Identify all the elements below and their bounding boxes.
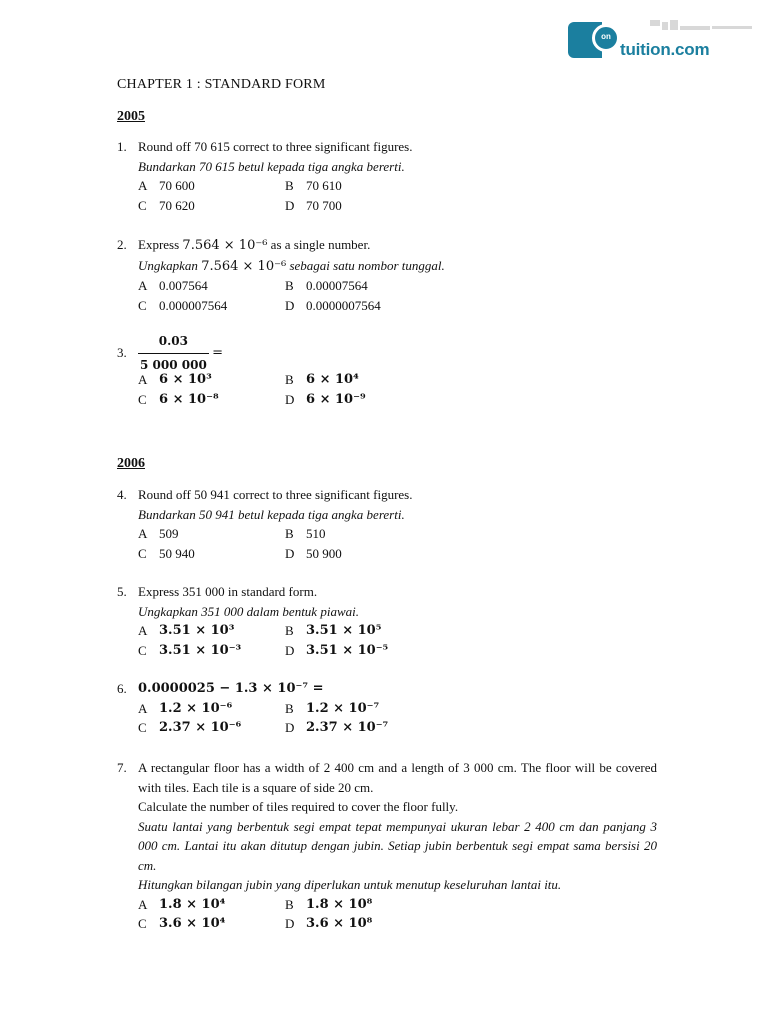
question-6 xyxy=(117,679,657,738)
option-label: C xyxy=(138,720,147,735)
question-text-en: Round off 70 615 correct to three significant figures. xyxy=(138,139,413,154)
math-expression: 0.0000025 − 1.3 × 10⁻⁷ = xyxy=(138,681,324,696)
option-b xyxy=(285,176,485,196)
option-value: 510 xyxy=(306,526,326,541)
option-value: 1.8 × 10⁴ xyxy=(159,896,226,912)
math-expression: 7.564 × 10⁻⁶ xyxy=(182,238,268,253)
option-b xyxy=(285,621,485,641)
option-value: 6 × 10⁻⁹ xyxy=(306,391,366,407)
option-value: 70 600 xyxy=(159,178,195,193)
option-label: A xyxy=(138,278,148,293)
option-a xyxy=(138,895,285,915)
option-a xyxy=(138,276,285,296)
option-d xyxy=(285,914,485,934)
options-grid xyxy=(138,621,657,660)
option-value: 1.2 × 10⁻⁷ xyxy=(306,700,380,716)
option-c xyxy=(138,390,285,410)
option-value: 509 xyxy=(159,526,179,541)
option-c xyxy=(138,914,285,934)
option-label: A xyxy=(138,896,148,912)
option-value: 50 940 xyxy=(159,545,195,561)
option-value: 0.00007564 xyxy=(306,278,368,293)
question-text-ms: Suatu lantai yang berbentuk segi empat tepat mempunyai ukuran lebar 2 400 cm dan panjang 3 000 cm. Lantai itu akan ditutup dengan jubin. Setiap jubin berbentuk segi empat sama bersisi 20 cm. xyxy=(138,818,657,873)
question-3 xyxy=(117,332,657,409)
options-grid xyxy=(138,276,657,315)
option-label: C xyxy=(138,916,147,931)
option-value: 70 610 xyxy=(306,178,342,193)
question-text-en: A rectangular floor has a width of 2 400 cm and a length of 3 000 cm. The floor will be covered with tiles. Each tile is a square of side 20 cm. xyxy=(138,760,657,795)
option-label: A xyxy=(138,526,148,541)
question-number: 6. xyxy=(117,681,127,696)
option-label: A xyxy=(138,178,148,193)
option-d xyxy=(285,544,485,564)
question-text-ms: Bundarkan 50 941 betul kepada tiga angka bererti. xyxy=(138,506,405,522)
options-grid xyxy=(138,699,657,738)
chapter-heading: CHAPTER 1 : STANDARD FORM xyxy=(117,77,326,92)
option-a xyxy=(138,699,285,719)
math-expression: 7.564 × 10⁻⁶ xyxy=(201,258,287,274)
option-b xyxy=(285,699,485,719)
year-heading-2006: 2006 xyxy=(117,456,145,471)
option-label: C xyxy=(138,545,147,561)
option-label: B xyxy=(285,278,294,293)
option-value: 0.0000007564 xyxy=(306,297,381,313)
question-number: 3. xyxy=(117,345,127,360)
option-label: D xyxy=(285,391,295,407)
option-value: 70 620 xyxy=(159,197,195,213)
option-b xyxy=(285,276,485,296)
option-label: D xyxy=(285,197,295,213)
option-label: B xyxy=(285,623,294,638)
question-text-ms: Bundarkan 70 615 betul kepada tiga angka bererti. xyxy=(138,158,405,174)
option-c xyxy=(138,296,285,316)
option-d xyxy=(285,718,485,738)
option-label: C xyxy=(138,197,147,213)
year-heading-2005: 2005 xyxy=(117,109,145,124)
option-label: D xyxy=(285,297,295,313)
options-grid xyxy=(138,370,657,409)
text-segment: sebagai satu nombor tunggal. xyxy=(286,257,445,273)
option-value: 6 × 10⁴ xyxy=(306,372,359,387)
option-c xyxy=(138,196,285,216)
option-value: 1.8 × 10⁸ xyxy=(306,896,373,912)
option-label: B xyxy=(285,896,294,912)
option-c xyxy=(138,718,285,738)
question-number: 7. xyxy=(117,760,127,775)
option-label: D xyxy=(285,916,295,931)
text-segment: Express xyxy=(138,237,183,252)
option-label: B xyxy=(285,526,294,541)
question-number: 5. xyxy=(117,584,127,599)
equals-sign: = xyxy=(212,345,223,361)
question-text-ms xyxy=(138,256,657,277)
option-value: 6 × 10⁻⁸ xyxy=(159,391,219,407)
logo-circle-icon xyxy=(592,24,620,52)
option-label: B xyxy=(285,700,294,716)
option-label: C xyxy=(138,642,147,658)
option-value: 0.000007564 xyxy=(159,297,228,313)
option-label: A xyxy=(138,372,148,387)
option-d xyxy=(285,196,485,216)
option-value: 0.007564 xyxy=(159,278,208,293)
options-grid xyxy=(138,524,657,563)
tuition-logo xyxy=(566,18,716,64)
option-label: C xyxy=(138,391,147,407)
question-5 xyxy=(117,582,657,660)
text-segment: as a single number. xyxy=(267,237,371,252)
option-value: 3.51 × 10⁵ xyxy=(306,623,382,638)
question-text-en: Round off 50 941 correct to three significant figures. xyxy=(138,487,413,502)
question-7 xyxy=(117,758,657,934)
option-c xyxy=(138,641,285,661)
option-value: 2.37 × 10⁻⁶ xyxy=(159,720,242,735)
fraction-denominator: 5 000 000 xyxy=(138,353,209,376)
option-value: 50 900 xyxy=(306,545,342,561)
logo-text: tuition.com xyxy=(620,40,710,59)
option-a xyxy=(138,621,285,641)
option-value: 3.51 × 10³ xyxy=(159,623,235,638)
option-label: B xyxy=(285,372,294,387)
fraction xyxy=(138,332,209,375)
question-instruction-en: Calculate the number of tiles required to cover the floor fully. xyxy=(138,799,459,814)
option-value: 70 700 xyxy=(306,197,342,213)
option-value: 1.2 × 10⁻⁶ xyxy=(159,700,233,716)
question-text-ms: Ungkapkan 351 000 dalam bentuk piawai. xyxy=(138,603,359,619)
option-label: C xyxy=(138,297,147,313)
question-text-en xyxy=(138,235,657,256)
option-label: D xyxy=(285,642,295,658)
option-value: 3.6 × 10⁴ xyxy=(159,916,226,931)
options-grid xyxy=(138,176,657,215)
option-a xyxy=(138,176,285,196)
options-grid xyxy=(138,895,657,934)
option-c xyxy=(138,544,285,564)
question-number: 1. xyxy=(117,139,127,154)
option-label: A xyxy=(138,700,148,716)
question-instruction-ms: Hitungkan bilangan jubin yang diperlukan untuk menutup keseluruhan lantai itu. xyxy=(138,877,562,892)
question-number: 2. xyxy=(117,237,127,252)
option-value: 3.51 × 10⁻⁵ xyxy=(306,642,389,658)
question-4 xyxy=(117,485,657,563)
option-a xyxy=(138,524,285,544)
option-value: 3.6 × 10⁸ xyxy=(306,916,373,931)
option-value: 3.51 × 10⁻³ xyxy=(159,642,242,658)
option-b xyxy=(285,524,485,544)
option-value: 6 × 10³ xyxy=(159,372,212,387)
option-d xyxy=(285,296,485,316)
question-number: 4. xyxy=(117,487,127,502)
option-label: B xyxy=(285,178,294,193)
fraction-numerator: 0.03 xyxy=(158,334,189,348)
question-1 xyxy=(117,137,657,215)
option-b xyxy=(285,895,485,915)
option-label: D xyxy=(285,545,295,561)
option-a xyxy=(138,370,285,390)
question-2 xyxy=(117,235,657,315)
question-text-en: Express 351 000 in standard form. xyxy=(138,584,318,599)
option-label: D xyxy=(285,720,295,735)
option-d xyxy=(285,390,485,410)
option-d xyxy=(285,641,485,661)
option-b xyxy=(285,370,485,390)
text-segment: Ungkapkan xyxy=(138,257,202,273)
option-label: A xyxy=(138,623,148,638)
option-value: 2.37 × 10⁻⁷ xyxy=(306,720,389,735)
logo-mark-text: on xyxy=(601,32,611,41)
